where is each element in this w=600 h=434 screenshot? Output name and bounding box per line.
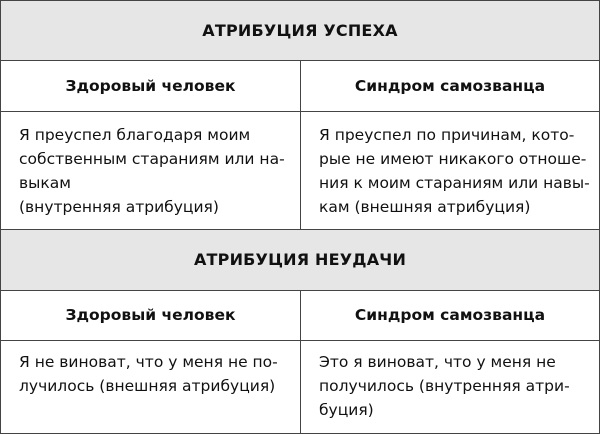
success-attribution-title: АТРИБУЦИЯ УСПЕХА <box>202 21 398 40</box>
text-line: Это я виноват, что у меня не <box>319 353 556 371</box>
text-line: ния к моим стараниям или навы- <box>319 174 590 192</box>
text-line: лучилось (внешняя атрибуция) <box>19 377 276 395</box>
text-line: Я преуспел по причинам, кото- <box>319 126 575 144</box>
column-divider <box>300 291 301 433</box>
text-line: собственным стараниям или на- <box>19 150 285 168</box>
failure-attribution-header <box>1 230 599 290</box>
failure-healthy-person-header <box>1 291 300 340</box>
column-header-label: Синдром самозванца <box>354 77 546 95</box>
success-impostor-syndrome-header <box>301 61 599 111</box>
success-impostor-syndrome-text <box>319 123 597 219</box>
success-healthy-person-header <box>1 61 300 111</box>
text-line: (внутренняя атрибуция) <box>19 198 219 216</box>
text-line: Я преуспел благодаря моим <box>19 126 251 144</box>
column-header-label: Синдром самозванца <box>354 306 546 324</box>
column-header-label: Здоровый человек <box>65 306 236 324</box>
text-line: буция) <box>319 401 374 419</box>
success-attribution-header <box>1 1 599 60</box>
text-line: Я не виноват, что у меня не по- <box>19 353 278 371</box>
failure-healthy-person-text <box>19 350 297 398</box>
success-healthy-person-text <box>19 123 297 219</box>
failure-impostor-syndrome-header <box>301 291 599 340</box>
text-line: кам (внешняя атрибуция) <box>319 198 531 216</box>
failure-impostor-syndrome-text <box>319 350 597 422</box>
text-line: рые не имеют никакого отноше- <box>319 150 587 168</box>
column-header-label: Здоровый человек <box>65 77 236 95</box>
text-line: получилось (внутренняя атри- <box>319 377 570 395</box>
failure-attribution-title: АТРИБУЦИЯ НЕУДАЧИ <box>193 250 407 269</box>
column-divider <box>300 61 301 229</box>
text-line: выкам <box>19 174 71 192</box>
